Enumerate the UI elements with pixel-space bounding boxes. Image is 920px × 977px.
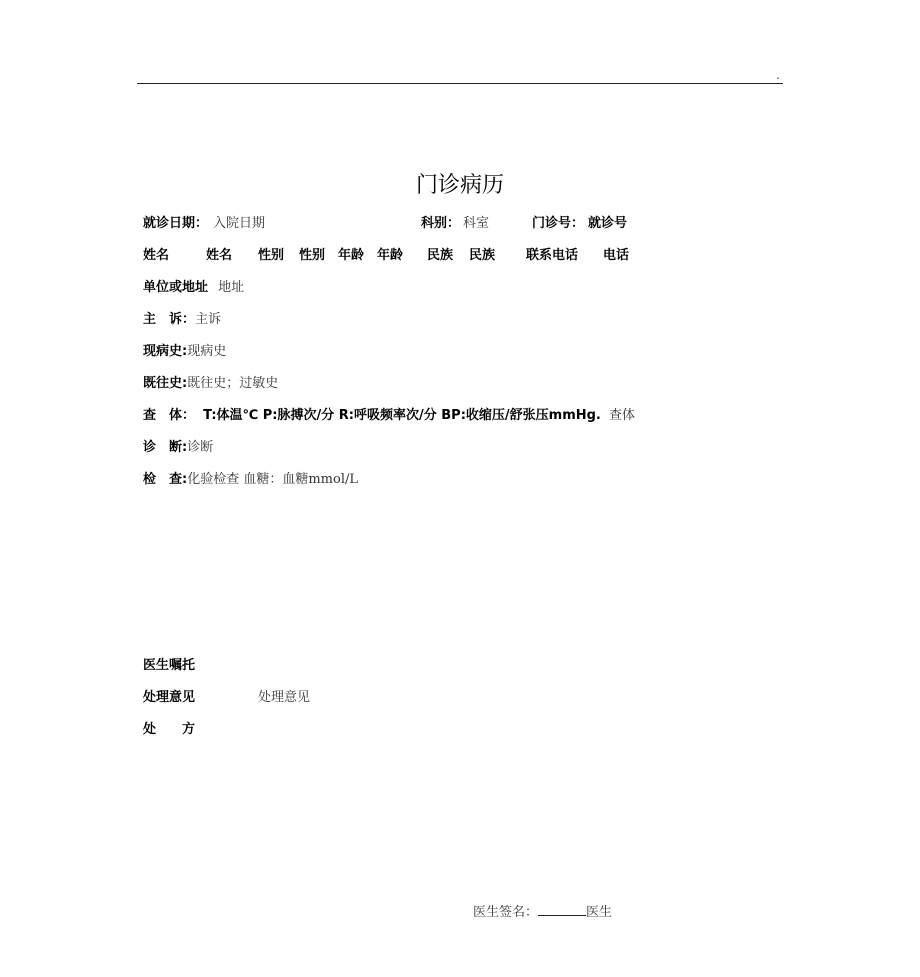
patient-name-label: 姓名 — [143, 248, 170, 263]
department-label: 科别： — [421, 216, 461, 231]
past-history-label: 既往史: — [143, 376, 188, 391]
past-history-value: 既往史；过敏史 — [187, 376, 279, 391]
treatment-label: 处理意见 — [143, 690, 196, 705]
patient-phone-label: 联系电话 — [526, 248, 579, 263]
doctor-signature — [473, 903, 612, 922]
header-mark: . — [776, 68, 780, 82]
patient-phone-value: 电话 — [603, 248, 630, 263]
patient-age-label: 年龄 — [338, 248, 365, 263]
physical-exam-value: 查体 — [609, 408, 636, 423]
clinic-number-value: 就诊号 — [588, 216, 628, 231]
unit-address-label: 单位或地址 — [143, 280, 209, 295]
patient-sex-value: 性别 — [299, 248, 326, 263]
diagnosis-value: 诊断 — [187, 440, 214, 455]
examination-label: 检 查: — [143, 472, 188, 487]
diagnosis-label: 诊 断: — [143, 440, 188, 455]
signature-value: 医生 — [586, 905, 613, 920]
chief-complaint-label: 主 诉： — [143, 312, 196, 327]
examination-row — [143, 471, 358, 489]
visit-date-label: 就诊日期： — [143, 216, 209, 231]
physical-exam-vitals: T:体温℃ P:脉搏次/分 R:呼吸频率次/分 BP:收缩压/舒张压mmHg. — [203, 408, 601, 423]
patient-name-value: 姓名 — [206, 248, 233, 263]
chief-complaint-row — [143, 311, 221, 329]
patient-ethnic-value: 民族 — [469, 248, 496, 263]
clinic-number-label: 门诊号： — [532, 216, 585, 231]
past-history-row — [143, 375, 278, 393]
present-history-row — [143, 343, 226, 361]
diagnosis-row — [143, 439, 213, 457]
patient-ethnic-label: 民族 — [427, 248, 454, 263]
prescription-label: 处 方 — [143, 722, 196, 737]
unit-address-value: 地址 — [218, 280, 245, 295]
present-history-value: 现病史 — [187, 344, 227, 359]
doctor-advice-label: 医生嘱托 — [143, 658, 196, 673]
unit-address-row — [143, 279, 244, 297]
visit-date-value: 入院日期 — [213, 216, 266, 231]
signature-label: 医生签名： — [473, 905, 539, 920]
present-history-label: 现病史: — [143, 344, 188, 359]
examination-value: 化验检查 血糖：血糖mmol/L — [187, 472, 358, 487]
chief-complaint-value: 主诉 — [195, 312, 222, 327]
prescription-row — [143, 721, 195, 739]
page-title: 门诊病历 — [415, 173, 504, 198]
signature-line — [538, 903, 586, 916]
department-value: 科室 — [463, 216, 490, 231]
doctor-advice-row — [143, 657, 195, 675]
physical-exam-row — [143, 407, 635, 425]
treatment-value: 处理意见 — [258, 690, 311, 705]
header-rule — [137, 83, 783, 84]
patient-age-value: 年龄 — [377, 248, 404, 263]
patient-sex-label: 性别 — [258, 248, 285, 263]
physical-exam-label: 查 体： — [143, 408, 196, 423]
